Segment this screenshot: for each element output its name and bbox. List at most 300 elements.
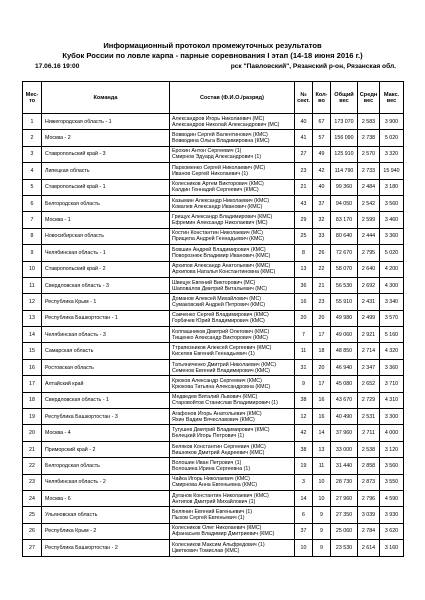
table-row bbox=[23, 327, 404, 343]
cell-total-weight: 25 060 bbox=[331, 523, 358, 539]
cell-avg-weight: 2 347 bbox=[358, 359, 380, 375]
table-row bbox=[23, 392, 404, 408]
cell-avg-weight: 2 692 bbox=[358, 277, 380, 293]
cell-members bbox=[170, 245, 295, 261]
cell-max-weight: 3 360 bbox=[380, 228, 404, 244]
cell-max-weight: 5 020 bbox=[380, 130, 404, 146]
team-member-name: Семенов Евгений Владимирович (КМС) bbox=[172, 367, 270, 374]
cell-max-weight: 4 000 bbox=[380, 425, 404, 441]
cell-team: Москва - 4 bbox=[42, 425, 170, 441]
cell-sector: 13 bbox=[295, 261, 313, 277]
cell-sector: 36 bbox=[295, 277, 313, 293]
cell-total-weight: 114 790 bbox=[331, 163, 358, 179]
cell-place: 12 bbox=[23, 294, 42, 310]
cell-count: 17 bbox=[313, 327, 331, 343]
col-header-total-weight: Общий вес bbox=[331, 82, 358, 114]
cell-members bbox=[170, 163, 295, 179]
cell-members bbox=[170, 212, 295, 228]
cell-team: Приморский край - 2 bbox=[42, 441, 170, 457]
team-member-name: Швецук Евгений Викторович (МС) bbox=[172, 279, 256, 286]
cell-max-weight: 5 020 bbox=[380, 245, 404, 261]
cell-place: 14 bbox=[23, 327, 42, 343]
team-member-name: Поворознюк Владимир Иванович (КМС) bbox=[172, 252, 271, 259]
cell-count: 14 bbox=[313, 425, 331, 441]
cell-count: 20 bbox=[313, 310, 331, 326]
team-member-name: Тугушев Дмитрий Владимирович (КМС) bbox=[172, 427, 270, 434]
cell-sector: 12 bbox=[295, 409, 313, 425]
table-row bbox=[23, 359, 404, 375]
team-member-name: Яхин Вадим Вячеславович (КМС) bbox=[172, 416, 255, 423]
col-header-sector: № сект. bbox=[295, 82, 313, 114]
cell-place: 27 bbox=[23, 540, 42, 556]
team-member-name: Костин Константин Николаевич (МС) bbox=[172, 230, 263, 237]
cell-max-weight: 4 200 bbox=[380, 261, 404, 277]
cell-place: 9 bbox=[23, 245, 42, 261]
cell-total-weight: 173 070 bbox=[331, 114, 358, 130]
cell-place: 7 bbox=[23, 212, 42, 228]
cell-total-weight: 49 980 bbox=[331, 310, 358, 326]
cell-members bbox=[170, 425, 295, 441]
team-member-name: Ттрапезников Алексей Сергеевич (КМС) bbox=[172, 345, 272, 352]
cell-total-weight: 94 050 bbox=[331, 195, 358, 211]
cell-count: 10 bbox=[313, 490, 331, 506]
cell-team: Самарская область bbox=[42, 343, 170, 359]
cell-sector: 38 bbox=[295, 392, 313, 408]
team-member-name: Иванов Сергей Николаевич (1) bbox=[172, 170, 249, 177]
cell-members bbox=[170, 228, 295, 244]
cell-place: 3 bbox=[23, 146, 42, 162]
cell-max-weight: 3 320 bbox=[380, 146, 404, 162]
cell-max-weight: 15 940 bbox=[380, 163, 404, 179]
cell-team: Челябинская область - 2 bbox=[42, 474, 170, 490]
cell-place: 21 bbox=[23, 441, 42, 457]
cell-place: 4 bbox=[23, 163, 42, 179]
team-member-name: Тищенко Александр Викторович (КМС) bbox=[172, 334, 268, 341]
cell-members bbox=[170, 490, 295, 506]
cell-total-weight: 125 910 bbox=[331, 146, 358, 162]
table-row bbox=[23, 146, 404, 162]
cell-sector: 6 bbox=[295, 507, 313, 523]
cell-team: Республика Башкортостан - 1 bbox=[42, 310, 170, 326]
cell-team: Москва - 2 bbox=[42, 130, 170, 146]
table-row bbox=[23, 310, 404, 326]
cell-sector: 42 bbox=[295, 425, 313, 441]
cell-count: 42 bbox=[313, 163, 331, 179]
cell-team: Челябинская область - 3 bbox=[42, 327, 170, 343]
team-member-name: Смирнов Эдуард Александрович (1) bbox=[172, 154, 262, 161]
table-row bbox=[23, 376, 404, 392]
cell-team: Нижегородская область - 1 bbox=[42, 114, 170, 130]
team-member-name: Колпашников Дмитрий Олегович (КМС) bbox=[172, 328, 270, 335]
team-member-name: Грищук Александр Владимирович (КМС) bbox=[172, 214, 273, 221]
cell-total-weight: 40 490 bbox=[331, 409, 358, 425]
cell-avg-weight: 2 538 bbox=[358, 441, 380, 457]
table-row bbox=[23, 540, 404, 556]
cell-members bbox=[170, 474, 295, 490]
team-member-name: Колесников Олег Николаевич (КМС) bbox=[172, 525, 262, 532]
cell-sector: 16 bbox=[295, 294, 313, 310]
cell-max-weight: 4 310 bbox=[380, 392, 404, 408]
team-member-name: Беляков Константин Сергеевич (КМС) bbox=[172, 443, 266, 450]
table-row bbox=[23, 294, 404, 310]
cell-avg-weight: 2 570 bbox=[358, 146, 380, 162]
cell-count: 67 bbox=[313, 114, 331, 130]
cell-avg-weight: 2 796 bbox=[358, 490, 380, 506]
cell-team: Челябинская область - 1 bbox=[42, 245, 170, 261]
cell-max-weight: 4 320 bbox=[380, 343, 404, 359]
cell-place: 1 bbox=[23, 114, 42, 130]
cell-total-weight: 28 730 bbox=[331, 474, 358, 490]
cell-max-weight: 3 900 bbox=[380, 114, 404, 130]
cell-max-weight: 3 300 bbox=[380, 409, 404, 425]
cell-avg-weight: 2 733 bbox=[358, 163, 380, 179]
cell-total-weight: 58 070 bbox=[331, 261, 358, 277]
cell-sector: 38 bbox=[295, 441, 313, 457]
cell-avg-weight: 2 738 bbox=[358, 130, 380, 146]
cell-members bbox=[170, 146, 295, 162]
team-member-name: Сумаковский Андрей Петрович (КМС) bbox=[172, 301, 266, 308]
table-row bbox=[23, 490, 404, 506]
cell-total-weight: 33 000 bbox=[331, 441, 358, 457]
cell-team: Ростовская область bbox=[42, 359, 170, 375]
cell-total-weight: 43 670 bbox=[331, 392, 358, 408]
cell-sector: 7 bbox=[295, 327, 313, 343]
cell-sector: 29 bbox=[295, 212, 313, 228]
cell-members bbox=[170, 277, 295, 293]
team-member-name: Горбачев Юрий Владимирович (КМС) bbox=[172, 318, 265, 325]
team-member-name: Ерохин Антон Сергеевич (1) bbox=[172, 148, 242, 155]
team-member-name: Александров Игорь Николаевич (МС) bbox=[172, 115, 265, 122]
cell-team: Москва - 1 bbox=[42, 212, 170, 228]
team-member-name: Киселев Евгений Геннадьевич (1) bbox=[172, 351, 255, 358]
cell-count: 16 bbox=[313, 392, 331, 408]
table-row bbox=[23, 523, 404, 539]
cell-members bbox=[170, 261, 295, 277]
table-row bbox=[23, 277, 404, 293]
team-member-name: Колесников Артем Викторович (КМС) bbox=[172, 181, 264, 188]
team-member-name: Архипов Александр Анатольевич (КМС) bbox=[172, 263, 271, 270]
cell-max-weight: 3 560 bbox=[380, 195, 404, 211]
cell-team: Свердловская область - 1 bbox=[42, 392, 170, 408]
team-member-name: Крюков Александр Сергеевич (КМС) bbox=[172, 377, 262, 384]
cell-avg-weight: 2 921 bbox=[358, 327, 380, 343]
team-member-name: Пархоменко Сергей Николаевич (МС) bbox=[172, 164, 266, 171]
results-table bbox=[22, 81, 404, 557]
cell-place: 20 bbox=[23, 425, 42, 441]
table-row bbox=[23, 130, 404, 146]
cell-place: 25 bbox=[23, 507, 42, 523]
cell-members bbox=[170, 540, 295, 556]
cell-members bbox=[170, 130, 295, 146]
cell-total-weight: 49 060 bbox=[331, 327, 358, 343]
cell-avg-weight: 2 711 bbox=[358, 425, 380, 441]
cell-team: Республика Башкортостан - 3 bbox=[42, 409, 170, 425]
cell-count: 17 bbox=[313, 376, 331, 392]
cell-avg-weight: 2 729 bbox=[358, 392, 380, 408]
cell-count: 9 bbox=[313, 523, 331, 539]
cell-place: 24 bbox=[23, 490, 42, 506]
team-member-name: Татьяниченко Дмитрий Николаевич (КМС) bbox=[172, 361, 276, 368]
cell-count: 26 bbox=[313, 245, 331, 261]
team-member-name: Калдин Геннадий Сергеевич (КМС) bbox=[172, 187, 259, 194]
team-member-name: Ефремин Александр Николаевич (МС) bbox=[172, 220, 268, 227]
cell-sector: 43 bbox=[295, 195, 313, 211]
team-member-name: Пыхов Сергей Евгеньевич (1) bbox=[172, 515, 245, 522]
cell-sector: 40 bbox=[295, 114, 313, 130]
cell-place: 26 bbox=[23, 523, 42, 539]
team-member-name: Медведев Виталий Львович (КМС) bbox=[172, 394, 258, 401]
cell-count: 23 bbox=[313, 294, 331, 310]
table-row bbox=[23, 195, 404, 211]
cell-max-weight: 3 560 bbox=[380, 458, 404, 474]
cell-avg-weight: 2 484 bbox=[358, 179, 380, 195]
table-row bbox=[23, 228, 404, 244]
cell-sector: 27 bbox=[295, 146, 313, 162]
cell-members bbox=[170, 179, 295, 195]
cell-max-weight: 3 360 bbox=[380, 359, 404, 375]
cell-members bbox=[170, 327, 295, 343]
cell-avg-weight: 2 542 bbox=[358, 195, 380, 211]
cell-total-weight: 156 090 bbox=[331, 130, 358, 146]
document-subtitle: Кубок России по ловле карпа - парные соревнования I этап (14-18 июня 2016 г.) bbox=[62, 51, 363, 60]
col-header-count: Кол-во bbox=[313, 82, 331, 114]
cell-place: 15 bbox=[23, 343, 42, 359]
cell-sector: 8 bbox=[295, 245, 313, 261]
cell-avg-weight: 2 873 bbox=[358, 474, 380, 490]
team-member-name: Архипова Наталья Константиновна (КМС) bbox=[172, 269, 276, 276]
cell-total-weight: 27 350 bbox=[331, 507, 358, 523]
team-member-name: Савченко Сергей Владимирович (КМС) bbox=[172, 312, 269, 319]
table-row bbox=[23, 163, 404, 179]
cell-members bbox=[170, 523, 295, 539]
cell-team: Ульяновская область bbox=[42, 507, 170, 523]
cell-members bbox=[170, 507, 295, 523]
table-row bbox=[23, 343, 404, 359]
team-member-name: Смирнова Анна Евгеньевна (КМС) bbox=[172, 482, 257, 489]
cell-sector: 31 bbox=[295, 359, 313, 375]
cell-avg-weight: 2 444 bbox=[358, 228, 380, 244]
team-member-name: Вовводин Сергей Валентинович (КМС) bbox=[172, 132, 268, 139]
cell-count: 40 bbox=[313, 179, 331, 195]
cell-team: Республика Башкортостан - 2 bbox=[42, 540, 170, 556]
cell-members bbox=[170, 458, 295, 474]
cell-place: 2 bbox=[23, 130, 42, 146]
cell-total-weight: 46 940 bbox=[331, 359, 358, 375]
table-row bbox=[23, 441, 404, 457]
col-header-place: Мес-то bbox=[23, 82, 42, 114]
cell-avg-weight: 2 614 bbox=[358, 540, 380, 556]
col-header-members: Состав (Ф.И.О./разряд) bbox=[170, 82, 295, 114]
team-member-name: Ковалев Александр Иванович (КМС) bbox=[172, 203, 263, 210]
table-row bbox=[23, 261, 404, 277]
team-member-name: Белецкий Игорь Петрович (1) bbox=[172, 433, 245, 440]
cell-sector: 10 bbox=[295, 540, 313, 556]
cell-avg-weight: 2 531 bbox=[358, 409, 380, 425]
cell-total-weight: 27 960 bbox=[331, 490, 358, 506]
cell-sector: 20 bbox=[295, 310, 313, 326]
cell-members bbox=[170, 359, 295, 375]
cell-team: Ставропольский край - 3 bbox=[42, 146, 170, 162]
cell-max-weight: 4 300 bbox=[380, 277, 404, 293]
cell-members bbox=[170, 343, 295, 359]
cell-max-weight: 3 160 bbox=[380, 540, 404, 556]
cell-max-weight: 3 570 bbox=[380, 310, 404, 326]
cell-count: 16 bbox=[313, 409, 331, 425]
cell-total-weight: 56 530 bbox=[331, 277, 358, 293]
team-member-name: Вовводина Ольга Владимировна (КМС) bbox=[172, 138, 270, 145]
cell-members bbox=[170, 195, 295, 211]
team-member-name: Афанасьев Владимир Дмитриевич (КМС) bbox=[172, 531, 275, 538]
cell-total-weight: 45 080 bbox=[331, 376, 358, 392]
cell-team: Ставропольский край - 1 bbox=[42, 179, 170, 195]
cell-members bbox=[170, 441, 295, 457]
team-member-name: Александров Николай Александрович (МС) bbox=[172, 121, 280, 128]
cell-members bbox=[170, 310, 295, 326]
cell-total-weight: 55 910 bbox=[331, 294, 358, 310]
document-title: Информационный протокол промежуточных результатов bbox=[103, 41, 322, 50]
cell-team: Белгородская область bbox=[42, 195, 170, 211]
cell-count: 20 bbox=[313, 359, 331, 375]
cell-avg-weight: 2 499 bbox=[358, 310, 380, 326]
cell-avg-weight: 2 714 bbox=[358, 343, 380, 359]
protocol-location: рск "Павловский", Рязанский р-он, Рязанская обл. bbox=[230, 63, 396, 70]
cell-max-weight: 3 340 bbox=[380, 294, 404, 310]
table-row bbox=[23, 114, 404, 130]
cell-team: Алтайский край bbox=[42, 376, 170, 392]
cell-place: 6 bbox=[23, 195, 42, 211]
cell-total-weight: 72 670 bbox=[331, 245, 358, 261]
cell-place: 11 bbox=[23, 277, 42, 293]
cell-members bbox=[170, 409, 295, 425]
cell-place: 18 bbox=[23, 392, 42, 408]
cell-members bbox=[170, 294, 295, 310]
team-member-name: Цветкович Томислав (КМС) bbox=[172, 547, 240, 554]
cell-place: 17 bbox=[23, 376, 42, 392]
cell-count: 9 bbox=[313, 507, 331, 523]
cell-avg-weight: 3 039 bbox=[358, 507, 380, 523]
team-member-name: Колесников Максим Альфредович (1) bbox=[172, 541, 265, 548]
cell-max-weight: 3 620 bbox=[380, 523, 404, 539]
table-row bbox=[23, 409, 404, 425]
cell-avg-weight: 2 640 bbox=[358, 261, 380, 277]
table-row bbox=[23, 245, 404, 261]
col-header-avg-weight: Средн вес bbox=[358, 82, 380, 114]
cell-members bbox=[170, 376, 295, 392]
team-member-name: Казымин Александр Николаевич (КМС) bbox=[172, 197, 270, 204]
table-row bbox=[23, 212, 404, 228]
cell-place: 19 bbox=[23, 409, 42, 425]
cell-place: 8 bbox=[23, 228, 42, 244]
col-header-max-weight: Макс. вес bbox=[380, 82, 404, 114]
table-row bbox=[23, 474, 404, 490]
cell-team: Белгородская область bbox=[42, 458, 170, 474]
team-member-name: Дуганов Константин Николаевич (КМС) bbox=[172, 492, 269, 499]
cell-total-weight: 37 960 bbox=[331, 425, 358, 441]
cell-count: 33 bbox=[313, 228, 331, 244]
cell-team: Москва - 6 bbox=[42, 490, 170, 506]
cell-count: 37 bbox=[313, 195, 331, 211]
team-member-name: Волошин Иван Петрович (1) bbox=[172, 459, 242, 466]
team-member-name: Вишняков Дмитрий Андреевич (КМС) bbox=[172, 449, 265, 456]
cell-count: 22 bbox=[313, 261, 331, 277]
team-member-name: Шаповалов Дмитрий Витальевич (МС) bbox=[172, 285, 268, 292]
cell-total-weight: 83 170 bbox=[331, 212, 358, 228]
cell-count: 18 bbox=[313, 343, 331, 359]
cell-members bbox=[170, 114, 295, 130]
cell-count: 11 bbox=[313, 458, 331, 474]
protocol-datetime: 17.06.16 19:00 bbox=[35, 63, 80, 70]
cell-sector: 3 bbox=[295, 474, 313, 490]
cell-max-weight: 5 160 bbox=[380, 327, 404, 343]
cell-max-weight: 3 120 bbox=[380, 441, 404, 457]
cell-place: 22 bbox=[23, 458, 42, 474]
team-member-name: Бовшин Андрей Владимирович (КМС) bbox=[172, 246, 266, 253]
cell-count: 13 bbox=[313, 441, 331, 457]
team-member-name: Чайка Игорь Николаевич (КМС) bbox=[172, 476, 250, 483]
team-member-name: Антипов Дмитрий Михайлович (1) bbox=[172, 498, 256, 505]
table-row bbox=[23, 179, 404, 195]
cell-avg-weight: 2 583 bbox=[358, 114, 380, 130]
cell-place: 16 bbox=[23, 359, 42, 375]
cell-max-weight: 3 180 bbox=[380, 179, 404, 195]
cell-count: 32 bbox=[313, 212, 331, 228]
cell-place: 10 bbox=[23, 261, 42, 277]
cell-total-weight: 80 640 bbox=[331, 228, 358, 244]
cell-team: Новосибирская область bbox=[42, 228, 170, 244]
cell-avg-weight: 2 795 bbox=[358, 245, 380, 261]
cell-sector: 23 bbox=[295, 163, 313, 179]
cell-max-weight: 3 930 bbox=[380, 507, 404, 523]
cell-avg-weight: 2 431 bbox=[358, 294, 380, 310]
cell-team: Ставропольский край - 2 bbox=[42, 261, 170, 277]
cell-team: Липецкая область bbox=[42, 163, 170, 179]
cell-place: 5 bbox=[23, 179, 42, 195]
cell-count: 9 bbox=[313, 540, 331, 556]
table-row bbox=[23, 425, 404, 441]
cell-total-weight: 48 850 bbox=[331, 343, 358, 359]
cell-place: 23 bbox=[23, 474, 42, 490]
cell-team: Свердловская область - 3 bbox=[42, 277, 170, 293]
cell-sector: 9 bbox=[295, 376, 313, 392]
cell-count: 49 bbox=[313, 146, 331, 162]
team-member-name: Прищепа Андрей Геннадьевич (КМС) bbox=[172, 236, 265, 243]
cell-members bbox=[170, 392, 295, 408]
cell-team: Республика Крым - 2 bbox=[42, 523, 170, 539]
team-member-name: Старовойтов Станислав Владимирович (1) bbox=[172, 400, 278, 407]
cell-count: 21 bbox=[313, 277, 331, 293]
cell-avg-weight: 2 599 bbox=[358, 212, 380, 228]
cell-count: 57 bbox=[313, 130, 331, 146]
cell-total-weight: 23 530 bbox=[331, 540, 358, 556]
cell-count: 10 bbox=[313, 474, 331, 490]
team-member-name: Агафонов Игорь Анатольевич (КМС) bbox=[172, 410, 262, 417]
cell-max-weight: 4 590 bbox=[380, 490, 404, 506]
cell-sector: 37 bbox=[295, 523, 313, 539]
cell-max-weight: 3 460 bbox=[380, 212, 404, 228]
table-row bbox=[23, 507, 404, 523]
cell-total-weight: 31 440 bbox=[331, 458, 358, 474]
cell-sector: 19 bbox=[295, 458, 313, 474]
team-member-name: Волошина Ирина Сергеевна (1) bbox=[172, 465, 251, 472]
team-member-name: Доманов Алексей Михайлович (МС) bbox=[172, 295, 262, 302]
cell-avg-weight: 2 784 bbox=[358, 523, 380, 539]
team-member-name: Белянин Евгений Евгеньевич (1) bbox=[172, 509, 253, 516]
cell-sector: 14 bbox=[295, 490, 313, 506]
table-row bbox=[23, 458, 404, 474]
team-member-name: Крюкова Татьяна Александровна (КМС) bbox=[172, 383, 271, 390]
cell-avg-weight: 2 858 bbox=[358, 458, 380, 474]
cell-avg-weight: 2 652 bbox=[358, 376, 380, 392]
